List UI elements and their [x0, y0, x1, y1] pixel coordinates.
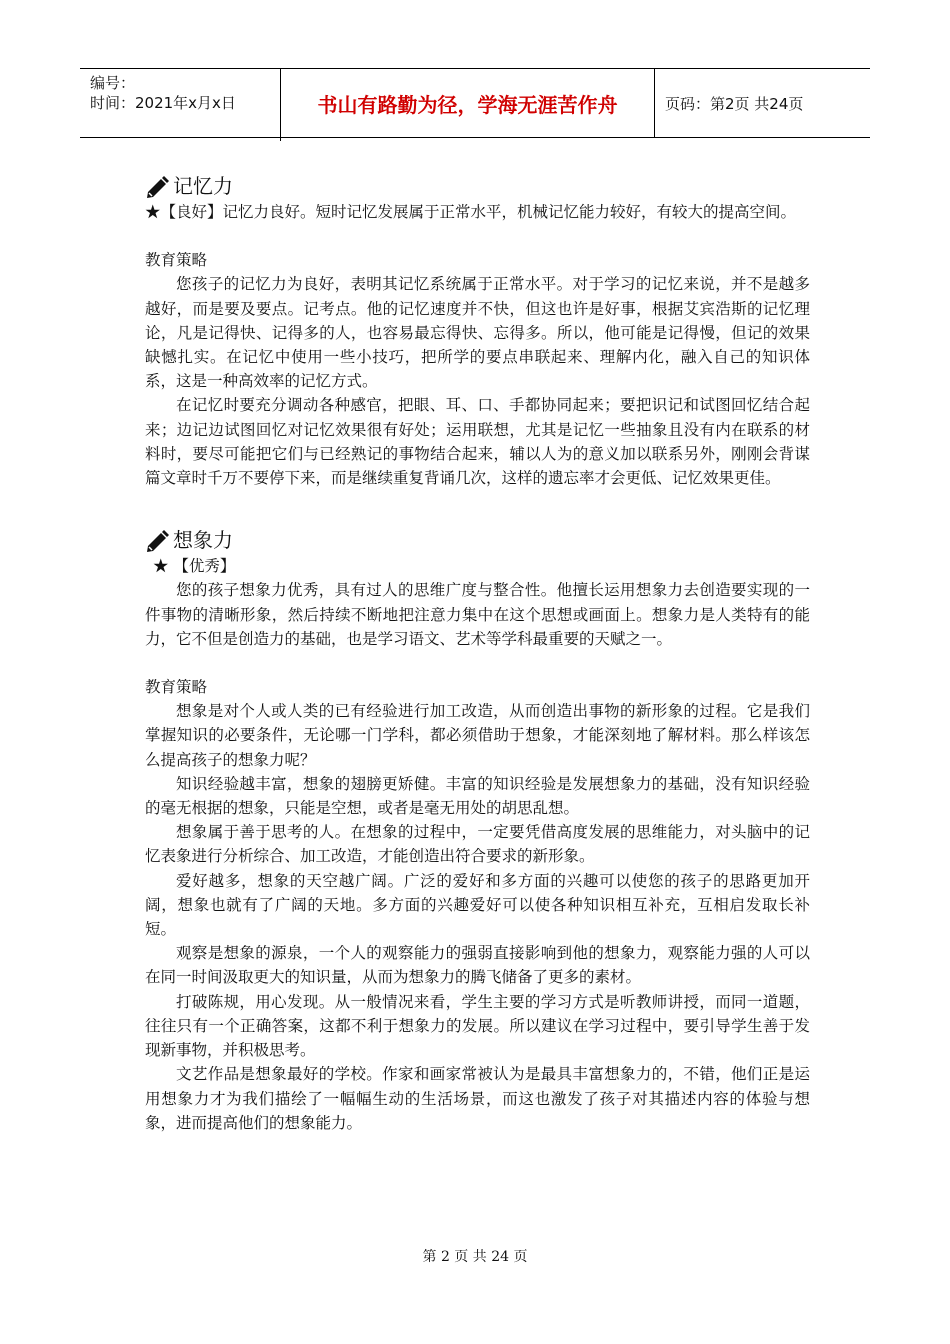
imagination-rating: ★ 【优秀】 [153, 557, 236, 576]
imagination-section-title [145, 526, 810, 554]
imagination-title: 想象力 [173, 528, 233, 553]
imagination-intro: 您的孩子想象力优秀，具有过人的思维广度与整合性。他擅长运用想象力去创造要实现的一件事物的清晰形象，然后持续不断地把注意力集中在这个思想或画面上。想象力是人类特有的能力，它不但是创造力的基础，也是学习语文、艺术等学科最重要的天赋之一。 [145, 581, 810, 648]
motto: 书山有路勤为径，学海无涯苦作舟 [281, 69, 655, 137]
code-label: 编号： [90, 74, 136, 92]
pencil-icon [145, 527, 171, 553]
imagination-paragraph: 想象是对个人或人类的已有经验进行加工改造，从而创造出事物的新形象的过程。它是我们掌握知识的必要条件，无论哪一门学科，都必须借助于想象，才能深刻地了解材料。那么样该怎么提高孩子的想象力呢？ [145, 702, 810, 769]
memory-paragraph: 您孩子的记忆力为良好，表明其记忆系统属于正常水平。对于学习的记忆来说，并不是越多越好，而是要及要点。记考点。他的记忆速度并不快，但这也许是好事，根据艾宾浩斯的记忆理论，凡是记得快、记得多的人，也容易最忘得快、忘得多。所以，他可能是记得慢，但记的效果缺憾扎实。在记忆中使用一些小技巧，把所学的要点串联起来、理解内化，融入自己的知识体系，这是一种高效率的记忆方式。 [145, 275, 810, 391]
memory-strategy-label: 教育策略 [145, 251, 208, 270]
imagination-paragraph: 观察是想象的源泉，一个人的观察能力的强弱直接影响到他的想象力，观察能力强的人可以在同一时间汲取更大的知识量，从而为想象力的腾飞储备了更多的素材。 [145, 944, 810, 987]
page-header [80, 68, 870, 138]
main-content [145, 170, 810, 1135]
memory-rating: ★【良好】记忆力良好。短时记忆发展属于正常水平，机械记忆能力较好，有较大的提高空间。 [145, 203, 797, 221]
imagination-strategy-label: 教育策略 [145, 678, 208, 697]
pencil-icon [145, 173, 171, 199]
imagination-paragraph: 爱好越多，想象的天空越广阔。广泛的爱好和多方面的兴趣可以使您的孩子的思路更加开阔，想象也就有了广阔的天地。多方面的兴趣爱好可以使各种知识相互补充，互相启发取长补短。 [145, 871, 810, 939]
memory-paragraph: 在记忆时要充分调动各种感官，把眼、耳、口、手都协同起来；要把识记和试图回忆结合起来；边记边试图回忆对记忆效果很有好处；运用联想，尤其是记忆一些抽象且没有内在联系的材料时，要尽可能把它们与已经熟记的事物结合起来，辅以人为的意义加以联系另外，刚刚会背谋篇文章时千万不要停下来，而是继续重复背诵几次，这样的遗忘率才会更低、记忆效果更佳。 [145, 396, 810, 488]
page-footer: 第 2 页 共 24 页 [422, 1249, 528, 1265]
date-line: 时间：2021年x月x日 [90, 94, 236, 112]
imagination-paragraph: 文艺作品是想象最好的学校。作家和画家常被认为是最具丰富想象力的，不错，他们正是运用想象力才为我们描绘了一幅幅生动的生活场景，而这也激发了孩子对其描述内容的体验与想象，进而提高他们的想象能力。 [145, 1065, 810, 1132]
memory-title: 记忆力 [173, 174, 233, 198]
imagination-paragraph: 知识经验越丰富，想象的翅膀更矫健。丰富的知识经验是发展想象力的基础，没有知识经验的毫无根据的想象，只能是空想，或者是毫无用处的胡思乱想。 [145, 774, 810, 818]
imagination-paragraph: 打破陈规，用心发现。从一般情况来看，学生主要的学习方式是听教师讲授，而同一道题，往往只有一个正确答案，这都不利于想象力的发展。所以建议在学习过程中，要引导学生善于发现新事物，并积极思考。 [145, 992, 810, 1060]
header-meta [80, 69, 281, 141]
page-info: 页码：第2页 共24页 [665, 94, 804, 113]
imagination-paragraph: 想象属于善于思考的人。在想象的过程中，一定要凭借高度发展的思维能力，对头脑中的记忆表象进行分析综合、加工改造，才能创造出符合要求的新形象。 [145, 823, 810, 866]
memory-section-title [145, 172, 810, 200]
